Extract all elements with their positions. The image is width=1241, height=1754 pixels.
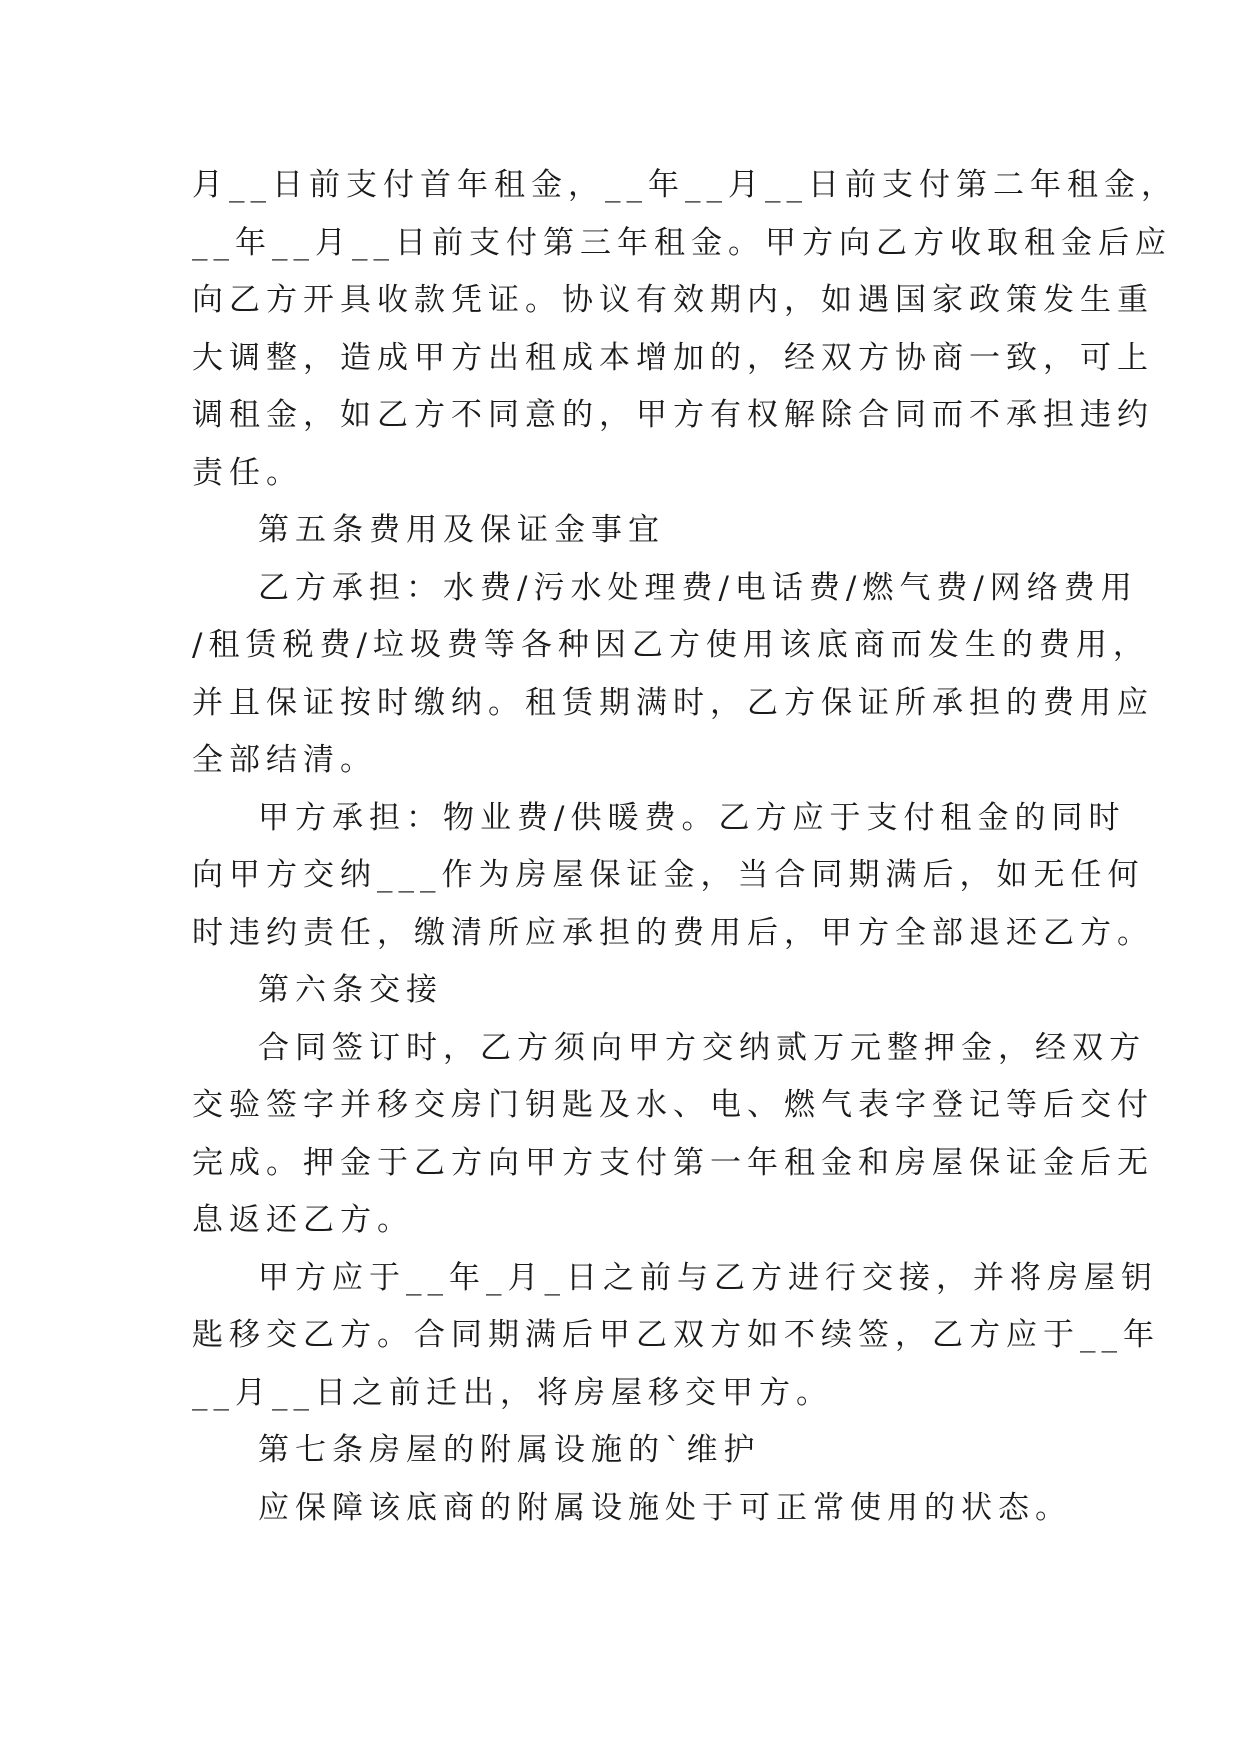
text-line: 完成。押金于乙方向甲方支付第一年租金和房屋保证金后无 [192,1144,1154,1181]
text-line: 向乙方开具收款凭证。协议有效期内，如遇国家政策发生重 [192,282,1154,318]
text-line: 甲方承担：物业费/供暖费。乙方应于支付租金的同时 [258,799,1126,836]
text-line: 息返还乙方。 [192,1202,414,1238]
document-body [192,157,1178,1537]
text-line: __年__月__日前支付第三年租金。甲方向乙方收取租金后应 [192,224,1172,261]
text-line: 并且保证按时缴纳。租赁期满时，乙方保证所承担的费用应 [192,684,1154,721]
text-line: /租赁税费/垃圾费等各种因乙方使用该底商而发生的费用， [192,627,1150,663]
text-line: 匙移交乙方。合同期满后甲乙双方如不续签，乙方应于__年 [192,1317,1160,1353]
text-line: 全部结清。 [192,742,377,778]
text-line: 大调整，造成甲方出租成本增加的，经双方协商一致，可上 [192,339,1154,376]
text-line: 甲方应于__年_月_日之前与乙方进行交接，并将房屋钥 [258,1259,1158,1296]
section-heading-5: 第五条费用及保证金事宜 [258,512,665,548]
text-line: 乙方承担：水费/污水处理费/电话费/燃气费/网络费用 [258,569,1138,606]
section-heading-7: 第七条房屋的附属设施的`维护 [258,1432,761,1468]
text-line: 调租金，如乙方不同意的，甲方有权解除合同而不承担违约 [192,397,1154,433]
text-line: 交验签字并移交房门钥匙及水、电、燃气表字登记等后交付 [192,1087,1154,1123]
section-heading-6: 第六条交接 [258,972,443,1008]
text-line: __月__日之前迁出，将房屋移交甲方。 [192,1374,833,1411]
text-line: 应保障该底商的附属设施处于可正常使用的状态。 [258,1489,1072,1526]
text-line: 月__日前支付首年租金，__年__月__日前支付第二年租金， [192,167,1178,203]
text-line: 时违约责任，缴清所应承担的费用后，甲方全部退还乙方。 [192,914,1154,951]
text-line: 责任。 [192,454,303,491]
text-line: 合同签订时，乙方须向甲方交纳贰万元整押金，经双方 [258,1029,1146,1066]
text-line: 向甲方交纳___作为房屋保证金，当合同期满后，如无任何 [192,857,1145,893]
